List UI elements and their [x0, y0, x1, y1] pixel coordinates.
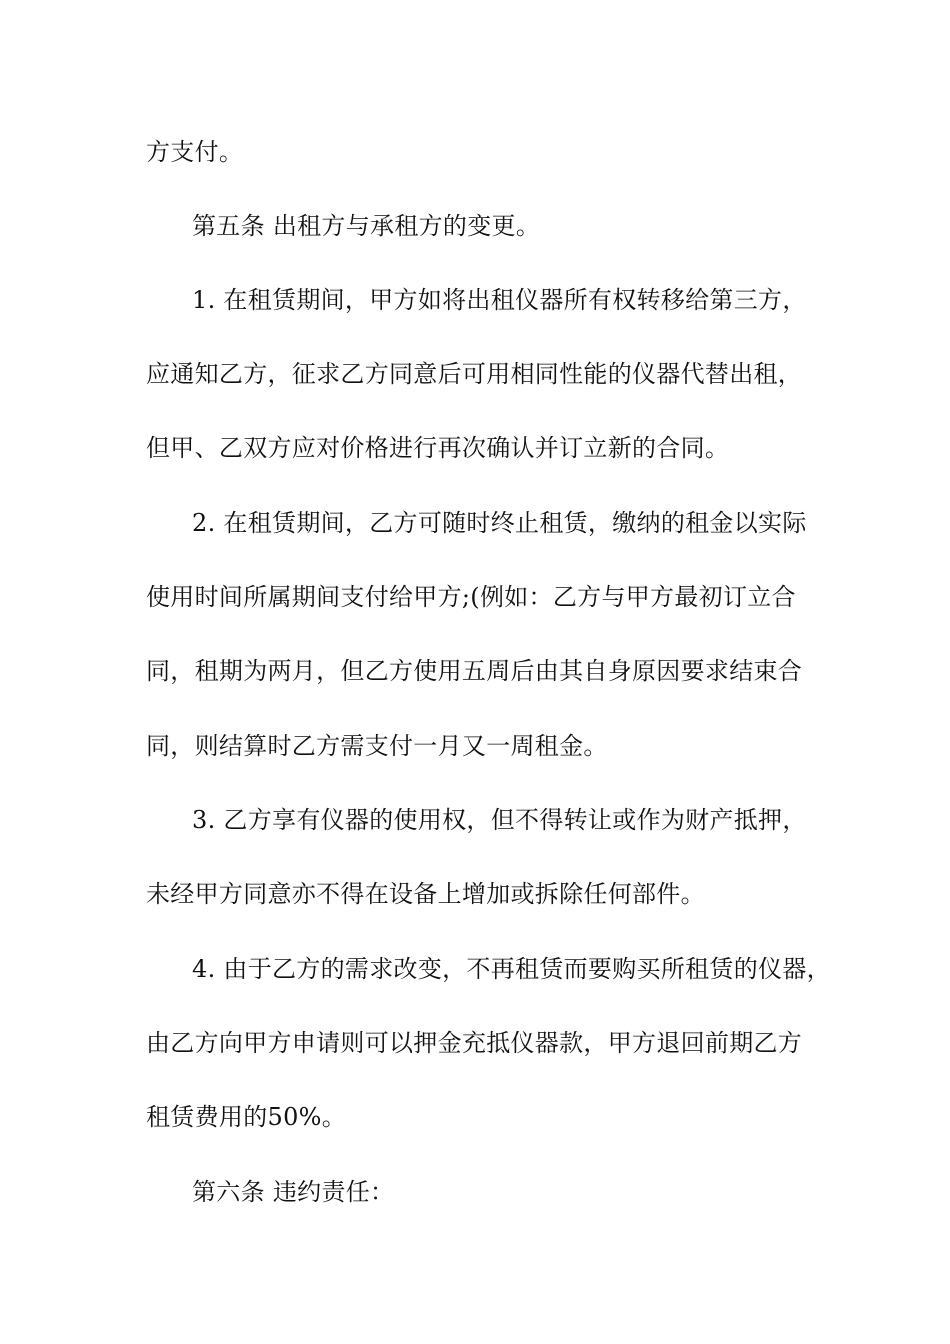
paragraph-line: 使用时间所属期间支付给甲方;(例如：乙方与甲方最初订立合 — [146, 583, 796, 611]
clause-line: 3. 乙方享有仪器的使用权，但不得转让或作为财产抵押， — [192, 806, 807, 834]
paragraph-line: 同，则结算时乙方需支付一月又一周租金。 — [146, 732, 608, 760]
paragraph-line: 未经甲方同意亦不得在设备上增加或拆除任何部件。 — [146, 880, 705, 908]
paragraph-line: 应通知乙方，征求乙方同意后可用相同性能的仪器代替出租， — [146, 360, 803, 388]
paragraph-line: 租赁费用的50%。 — [146, 1103, 347, 1131]
paragraph-line: 方支付。 — [146, 138, 244, 166]
paragraph-line: 同，租期为两月，但乙方使用五周后由其自身原因要求结束合 — [146, 657, 803, 685]
clause-line: 2. 在租赁期间，乙方可随时终止租赁，缴纳的租金以实际 — [192, 509, 807, 537]
article-heading: 第六条 违约责任： — [192, 1178, 395, 1206]
clause-line: 1. 在租赁期间，甲方如将出租仪器所有权转移给第三方， — [192, 286, 807, 314]
paragraph-line: 但甲、乙双方应对价格进行再次确认并订立新的合同。 — [146, 434, 730, 462]
article-heading: 第五条 出租方与承租方的变更。 — [192, 212, 541, 240]
paragraph-line: 由乙方向甲方申请则可以押金充抵仪器款，甲方退回前期乙方 — [146, 1029, 803, 1057]
clause-line: 4. 由于乙方的需求改变，不再租赁而要购买所租赁的仪器， — [192, 955, 831, 983]
